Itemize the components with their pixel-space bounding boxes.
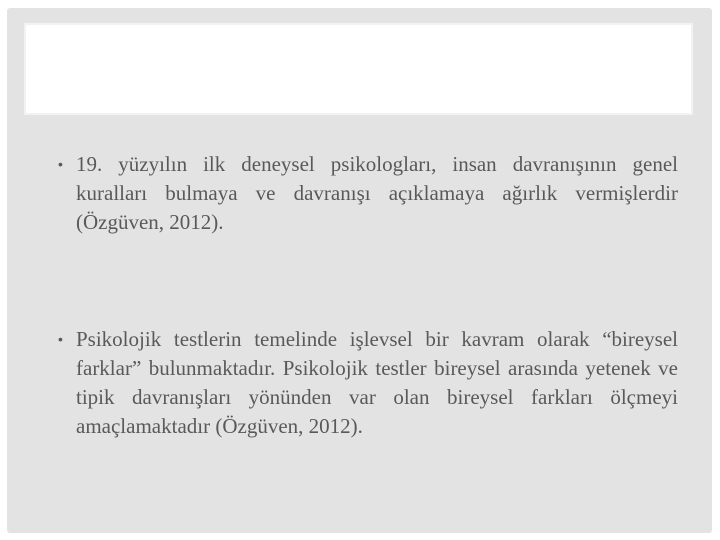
bullet-icon: • (58, 156, 63, 172)
bullet-item (52, 150, 678, 237)
slide (7, 8, 712, 533)
bullet-item (52, 325, 678, 441)
bullet-text: Psikolojik testlerin temelinde işlevsel bir kavram olarak “bireysel farklar” bulunmaktadır. Psikolojik testler bireysel arasında yetenek ve tipik davranışları yönünden var olan bireysel farkları ölçmeyi amaçlamaktadır (Özgüven, 2012). (76, 327, 678, 438)
title-placeholder (24, 23, 693, 115)
bullet-text: 19. yüzyılın ilk deneysel psikologları, insan davranışının genel kuralları bulmaya ve davranışı açıklamaya ağırlık vermişlerdir (Özgüven, 2012). (76, 152, 678, 234)
bullet-icon: • (58, 331, 63, 347)
bullet-list (52, 150, 678, 441)
